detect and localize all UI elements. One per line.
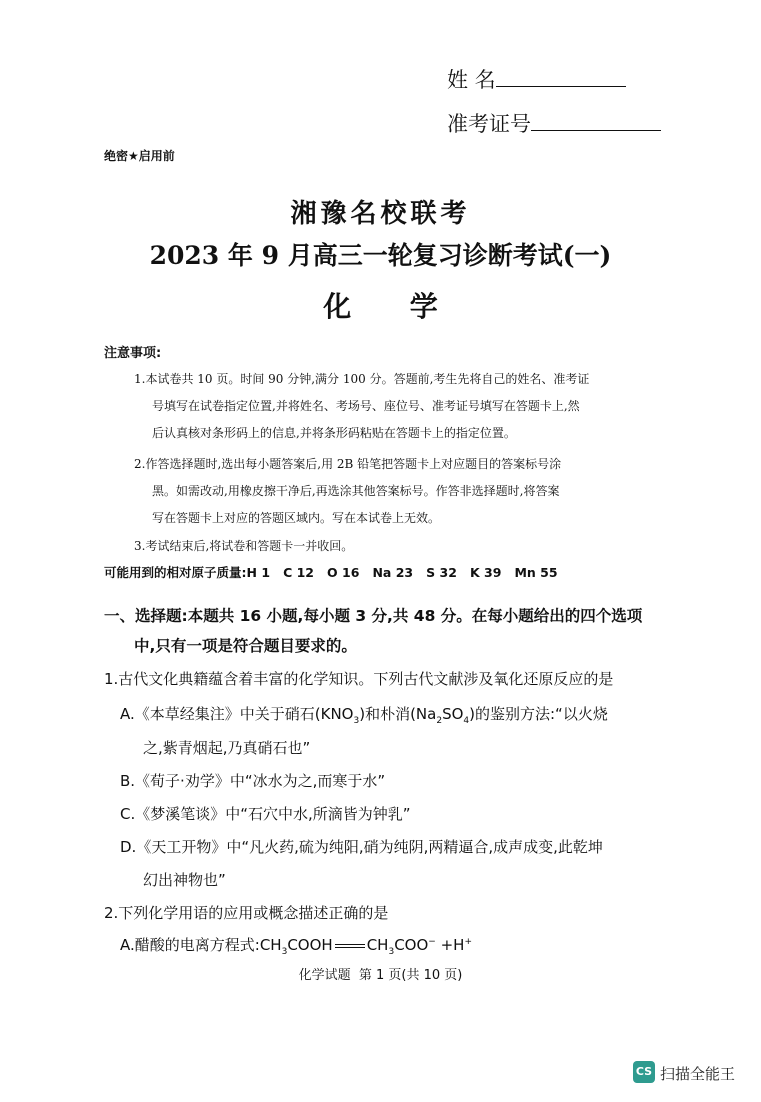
subscript: 2: [436, 716, 443, 726]
exam-number-field: [447, 108, 661, 138]
name-label: 姓 名: [447, 68, 496, 92]
subject-title: 化 学: [323, 290, 438, 323]
notice-line: 号填写在试卷指定位置,并将姓名、考场号、座位号、准考证号填写在答题卡上,然: [152, 399, 580, 413]
option-text: SO: [442, 705, 464, 723]
question-2-stem: 2.下列化学用语的应用或概念描述正确的是: [104, 904, 389, 922]
section-heading: 一、选择题:本题共 16 小题,每小题 3 分,共 48 分。在每小题给出的四个选项: [104, 607, 643, 625]
atomic-mass-line: 可能用到的相对原子质量:H 1 C 12 O 16 Na 23 S 32 K 39 Mn 55: [104, 565, 558, 580]
option-text: A.《本草经集注》中关于硝石(KNO: [120, 705, 354, 723]
question-1-option-b: B.《荀子·劝学》中“冰水为之,而寒于水”: [120, 772, 386, 790]
option-text: )和朴消(Na: [359, 705, 437, 723]
superscript: −: [428, 937, 436, 947]
option-text: A.醋酸的电离方程式:CH: [120, 936, 282, 954]
equation-equals-sign: [335, 944, 365, 948]
notice-line: 3.考试结束后,将试卷和答题卡一并收回。: [134, 539, 354, 553]
scanner-logo-icon: CS: [633, 1061, 655, 1083]
exam-number-blank: [531, 110, 661, 131]
subscript: 4: [463, 716, 470, 726]
section-heading-cont: 中,只有一项是符合题目要求的。: [134, 637, 357, 655]
option-text: COOH: [287, 936, 333, 954]
secret-mark: 绝密★启用前: [104, 149, 175, 163]
exam-union-title: 湘豫名校联考: [290, 199, 471, 229]
scanner-watermark-text: 扫描全能王: [660, 1065, 736, 1083]
question-1-option-c: C.《梦溪笔谈》中“石穴中水,所滴皆为钟乳”: [120, 805, 411, 823]
question-1-stem: 1.古代文化典籍蕴含着丰富的化学知识。下列古代文献涉及氧化还原反应的是: [104, 670, 614, 688]
notice-line: 黑。如需改动,用橡皮擦干净后,再选涂其他答案标号。作答非选择题时,将答案: [152, 484, 560, 498]
question-1-option-a-cont: 之,紫青烟起,乃真硝石也”: [143, 739, 311, 757]
option-text: +H: [435, 936, 465, 954]
exam-title: 2023 年 9 月高三一轮复习诊断考试(一): [149, 241, 612, 270]
name-field: [447, 64, 626, 94]
question-1-option-d: D.《天工开物》中“凡火药,硫为纯阳,硝为纯阴,两精逼合,成声成变,此乾坤: [120, 838, 603, 856]
name-blank: [496, 66, 626, 87]
option-text: CH: [366, 936, 389, 954]
subscript: 3: [353, 716, 360, 726]
page-footer: 化学试题 第 1 页(共 10 页): [298, 968, 463, 983]
notice-line: 1.本试卷共 10 页。时间 90 分钟,满分 100 分。答题前,考生先将自己的姓名、准考证: [134, 372, 590, 386]
notice-line: 后认真核对条形码上的信息,并将条形码粘贴在答题卡上的指定位置。: [152, 426, 516, 440]
subscript: 3: [388, 947, 395, 957]
question-2-option-a: [120, 934, 472, 957]
notice-heading: 注意事项:: [104, 346, 162, 361]
exam-number-label: 准考证号: [447, 112, 531, 136]
question-1-option-d-cont: 幻出神物也”: [143, 871, 226, 889]
option-text: COO: [394, 936, 429, 954]
notice-line: 2.作答选择题时,选出每小题答案后,用 2B 铅笔把答题卡上对应题目的答案标号涂: [134, 457, 562, 471]
subscript: 3: [281, 947, 288, 957]
superscript: +: [464, 937, 472, 947]
question-1-option-a: [120, 703, 608, 726]
option-text: )的鉴别方法:“以火烧: [469, 705, 608, 723]
notice-line: 写在答题卡上对应的答题区域内。写在本试卷上无效。: [152, 511, 441, 525]
